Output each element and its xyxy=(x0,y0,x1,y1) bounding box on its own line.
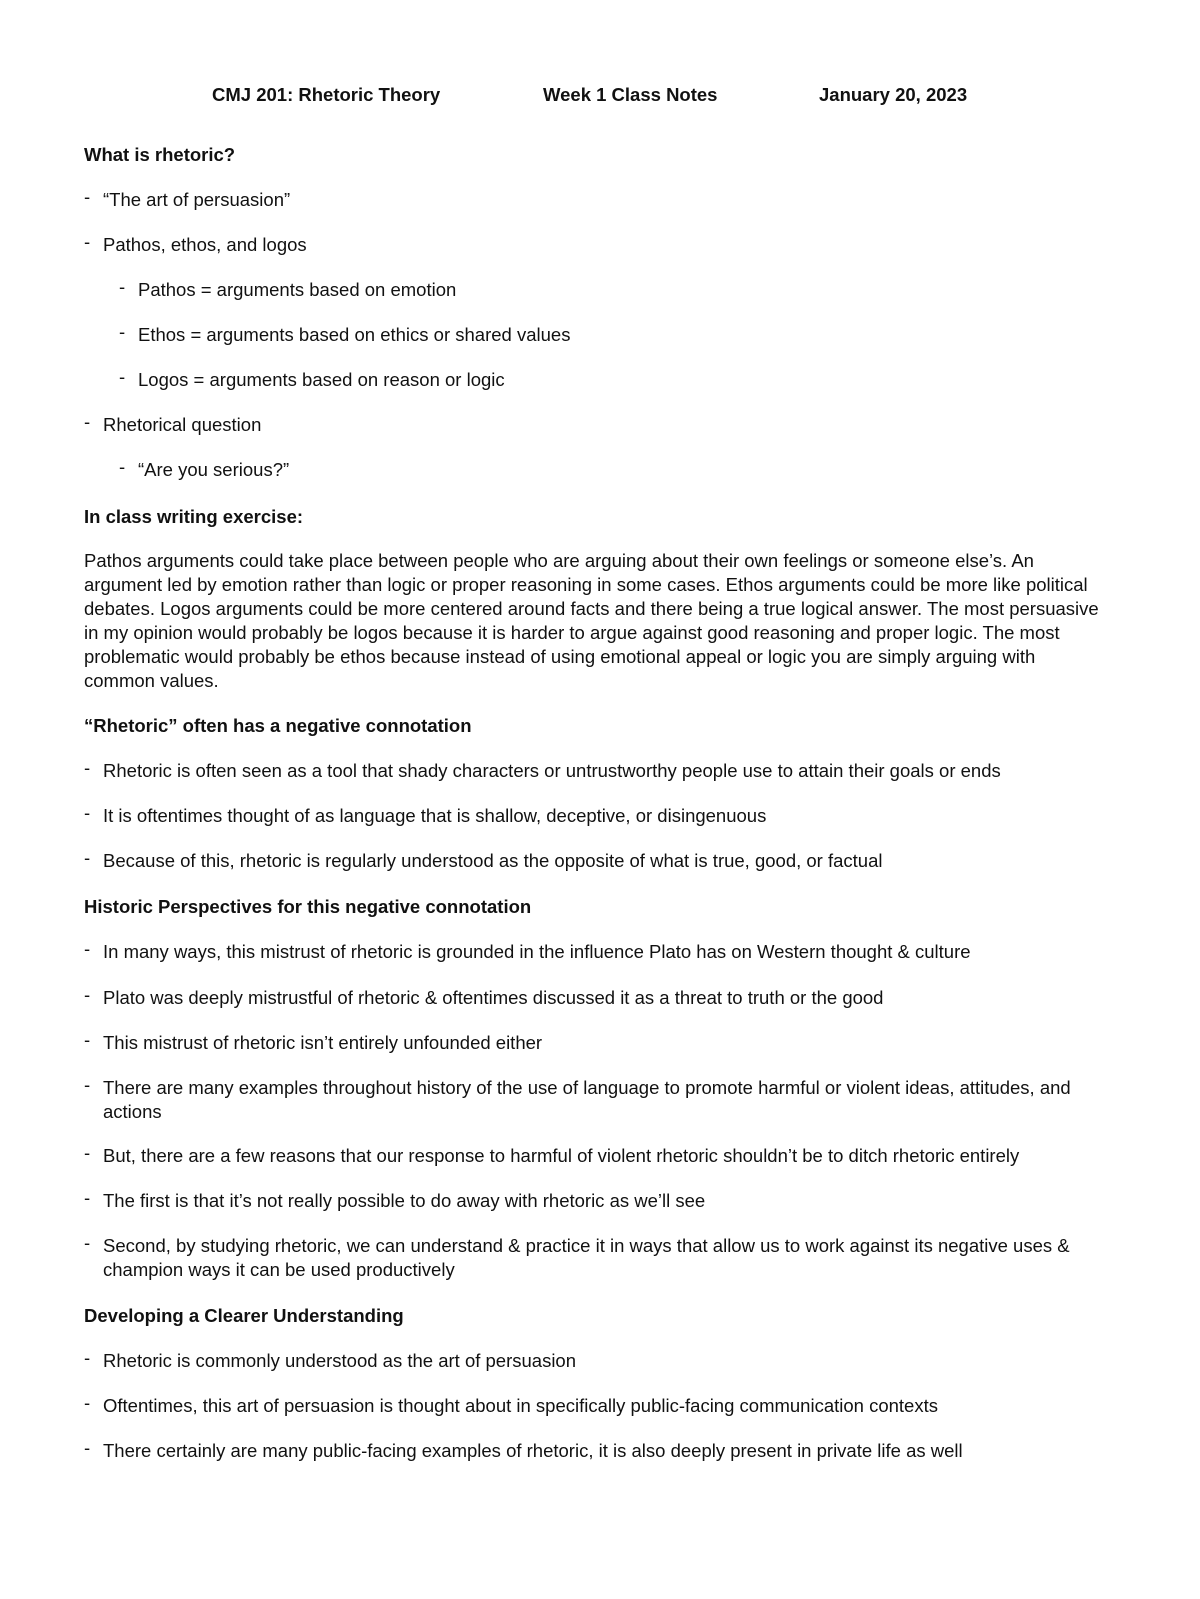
bullet-dash: - xyxy=(119,366,126,387)
list-item-text: Plato was deeply mistrustful of rhetoric & oftentimes discussed it as a threat to truth or the good xyxy=(103,987,884,1008)
list-item xyxy=(84,1349,1093,1373)
list-item-text: Rhetorical question xyxy=(103,414,262,435)
document-date: January 20, 2023 xyxy=(819,84,968,105)
list-item xyxy=(84,759,1093,783)
bullet-dash: - xyxy=(84,984,91,1005)
list-item-text: Pathos, ethos, and logos xyxy=(103,234,307,255)
list-item xyxy=(84,804,1093,828)
list-item xyxy=(84,1189,1093,1213)
document-header xyxy=(0,83,1200,109)
bullet-dash: - xyxy=(84,938,91,959)
bullet-dash: - xyxy=(84,411,91,432)
list-item xyxy=(84,1394,1093,1418)
bullet-dash: - xyxy=(84,1029,91,1050)
section-heading-what-is-rhetoric: What is rhetoric? xyxy=(84,144,236,165)
bullet-dash: - xyxy=(84,847,91,868)
list-item xyxy=(84,188,1093,212)
list-item-text: Rhetoric is commonly understood as the art of persuasion xyxy=(103,1350,577,1371)
bullet-dash: - xyxy=(84,1437,91,1458)
list-item-text: Second, by studying rhetoric, we can understand & practice it in ways that allow us to work against its negative uses & champion ways it can be used productively xyxy=(103,1235,1070,1280)
list-item-nested xyxy=(119,278,1088,302)
bullet-dash: - xyxy=(84,1187,91,1208)
list-item-nested xyxy=(119,368,1088,392)
list-item-nested xyxy=(119,323,1088,347)
list-item-text: Oftentimes, this art of persuasion is thought about in specifically public-facing communication contexts xyxy=(103,1395,938,1416)
list-item-text: Because of this, rhetoric is regularly understood as the opposite of what is true, good, or factual xyxy=(103,850,883,871)
bullet-dash: - xyxy=(84,757,91,778)
list-item-text: Logos = arguments based on reason or logic xyxy=(138,369,505,390)
week-label: Week 1 Class Notes xyxy=(543,84,718,105)
writing-exercise-paragraph: Pathos arguments could take place between people who are arguing about their own feelings or someone else’s. An argument led by emotion rather than logic or proper reasoning in some cases. Ethos arguments could be more like political debates. Logos arguments could be more centered around facts and there being a true logical answer. The most persuasive in my opinion would probably be logos because it is harder to argue against good reasoning and proper logic. The most problematic would probably be ethos because instead of using emotional appeal or logic you are simply arguing with common values. xyxy=(84,550,1099,691)
list-item xyxy=(84,940,1093,964)
list-item-text: In many ways, this mistrust of rhetoric is grounded in the influence Plato has on Western thought & culture xyxy=(103,941,971,962)
bullet-dash: - xyxy=(84,1347,91,1368)
course-title: CMJ 201: Rhetoric Theory xyxy=(212,84,441,105)
section-heading-negative-connotation: “Rhetoric” often has a negative connotation xyxy=(84,715,472,736)
list-item-text: The first is that it’s not really possible to do away with rhetoric as we’ll see xyxy=(103,1190,706,1211)
section-heading-writing-exercise: In class writing exercise: xyxy=(84,506,304,527)
list-item xyxy=(84,413,1093,437)
list-item xyxy=(84,1144,1093,1168)
list-item xyxy=(84,849,1093,873)
bullet-dash: - xyxy=(119,456,126,477)
list-item-text: Pathos = arguments based on emotion xyxy=(138,279,457,300)
bullet-dash: - xyxy=(84,231,91,252)
list-item xyxy=(84,233,1093,257)
bullet-dash: - xyxy=(119,321,126,342)
list-item xyxy=(84,1234,1093,1282)
list-item-text: “The art of persuasion” xyxy=(103,189,291,210)
list-item xyxy=(84,1076,1093,1124)
list-item xyxy=(84,986,1093,1010)
list-item-text: “Are you serious?” xyxy=(138,459,290,480)
bullet-dash: - xyxy=(119,276,126,297)
section-heading-clearer-understanding: Developing a Clearer Understanding xyxy=(84,1305,404,1326)
bullet-dash: - xyxy=(84,802,91,823)
bullet-dash: - xyxy=(84,186,91,207)
list-item-text: There certainly are many public-facing examples of rhetoric, it is also deeply present in private life as well xyxy=(103,1440,963,1461)
bullet-dash: - xyxy=(84,1232,91,1253)
bullet-dash: - xyxy=(84,1142,91,1163)
list-item xyxy=(84,1031,1093,1055)
list-item-text: There are many examples throughout history of the use of language to promote harmful or violent ideas, attitudes, and actions xyxy=(103,1077,1071,1122)
bullet-dash: - xyxy=(84,1074,91,1095)
list-item xyxy=(84,1439,1093,1463)
section-heading-historic-perspectives: Historic Perspectives for this negative connotation xyxy=(84,896,532,917)
list-item-text: This mistrust of rhetoric isn’t entirely unfounded either xyxy=(103,1032,543,1053)
list-item-text: But, there are a few reasons that our response to harmful of violent rhetoric shouldn’t be to ditch rhetoric entirely xyxy=(103,1145,1020,1166)
list-item-nested xyxy=(119,458,1088,482)
list-item-text: It is oftentimes thought of as language that is shallow, deceptive, or disingenuous xyxy=(103,805,767,826)
bullet-dash: - xyxy=(84,1392,91,1413)
list-item-text: Rhetoric is often seen as a tool that shady characters or untrustworthy people use to attain their goals or ends xyxy=(103,760,1001,781)
list-item-text: Ethos = arguments based on ethics or shared values xyxy=(138,324,571,345)
